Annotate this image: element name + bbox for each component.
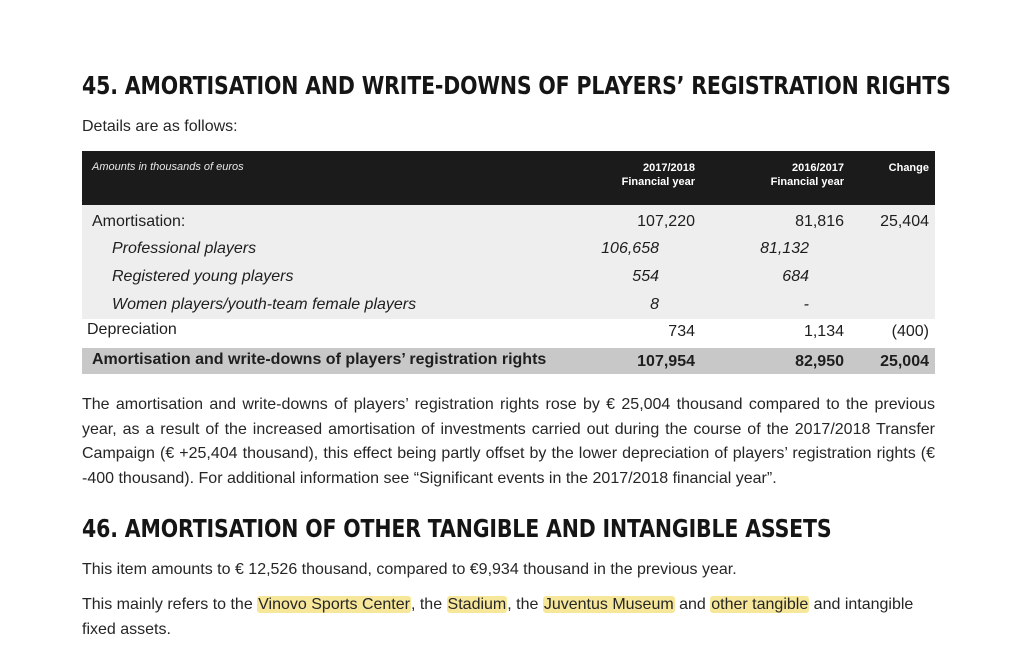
column-header-2017-2018	[622, 161, 695, 189]
section-46-paragraph-1: This item amounts to € 12,526 thousand, compared to €9,934 thousand in the previous year.	[82, 561, 737, 578]
amortisation-table	[82, 151, 935, 370]
cell-2017-2018: 8	[650, 296, 659, 313]
table-header	[82, 151, 935, 205]
column-header-2016-2017-label: Financial year	[770, 176, 844, 188]
cell-change: 25,004	[880, 353, 929, 370]
cell-2017-2018: 734	[668, 323, 695, 340]
cell-2016-2017: -	[803, 296, 809, 313]
cell-2016-2017: 81,132	[760, 240, 809, 257]
section-45-heading: 45. AMORTISATION AND WRITE-DOWNS OF PLAYERS’ REGISTRATION RIGHTS	[82, 71, 951, 100]
cell-2017-2018: 106,658	[601, 240, 659, 257]
text-run: , the	[410, 596, 447, 613]
row-label: Amortisation:	[92, 213, 186, 230]
column-header-2017-2018-label: Financial year	[621, 176, 695, 188]
section-46-heading: 46. AMORTISATION OF OTHER TANGIBLE AND INTANGIBLE ASSETS	[82, 514, 832, 543]
section-45-paragraph: The amortisation and write-downs of players’ registration rights rose by € 25,004 thousand compared to the previous year, as a result of the increased amortisation of investments carried out during the course of the 2017/2018 Transfer Campaign (€ +25,404 thousand), this effect being partly offset by the lower depreciation of players’ registration rights (€ -400 thousand). For additional information see “Significant events in the 2017/2018 financial year”.	[82, 396, 935, 487]
text-run: and	[674, 596, 711, 613]
cell-2017-2018: 554	[632, 268, 659, 285]
cell-change: 25,404	[880, 213, 929, 230]
table-row-depreciation	[82, 319, 935, 343]
row-label: Registered young players	[112, 268, 294, 285]
text-run: This mainly refers to the	[82, 596, 258, 613]
row-label: Amortisation and write-downs of players’ registration rights	[92, 351, 547, 368]
cell-change: (400)	[891, 323, 929, 340]
cell-2016-2017: 81,816	[795, 213, 844, 230]
column-header-change: Change	[888, 162, 929, 174]
highlight-vinovo: Vinovo Sports Center	[258, 596, 410, 613]
table-row	[82, 213, 935, 237]
column-header-2016-2017	[771, 161, 844, 189]
column-header-2017-2018-year: 2017/2018	[643, 162, 695, 174]
row-label: Women players/youth-team female players	[112, 296, 417, 313]
cell-2017-2018: 107,220	[637, 213, 695, 230]
highlight-other-tangible: other tangible	[711, 596, 809, 613]
section-46-paragraph-2	[82, 593, 935, 642]
row-label: Depreciation	[87, 321, 177, 338]
row-label: Professional players	[112, 240, 257, 257]
highlight-stadium: Stadium	[447, 596, 507, 613]
table-row-total	[82, 348, 935, 374]
cell-2016-2017: 1,134	[803, 323, 844, 340]
text-run: and intangible fixed assets.	[82, 596, 914, 638]
text-run: , the	[507, 596, 543, 613]
cell-2016-2017: 82,950	[795, 353, 844, 370]
table-row	[82, 240, 935, 264]
table-row	[82, 268, 935, 292]
highlight-juventus-museum: Juventus Museum	[543, 596, 674, 613]
cell-2017-2018: 107,954	[637, 353, 695, 370]
cell-2016-2017: 684	[782, 268, 809, 285]
table-caption: Amounts in thousands of euros	[92, 161, 244, 173]
table-row	[82, 296, 935, 320]
column-header-2016-2017-year: 2016/2017	[792, 162, 844, 174]
table-body	[82, 205, 935, 321]
section-45-intro: Details are as follows:	[82, 118, 238, 135]
